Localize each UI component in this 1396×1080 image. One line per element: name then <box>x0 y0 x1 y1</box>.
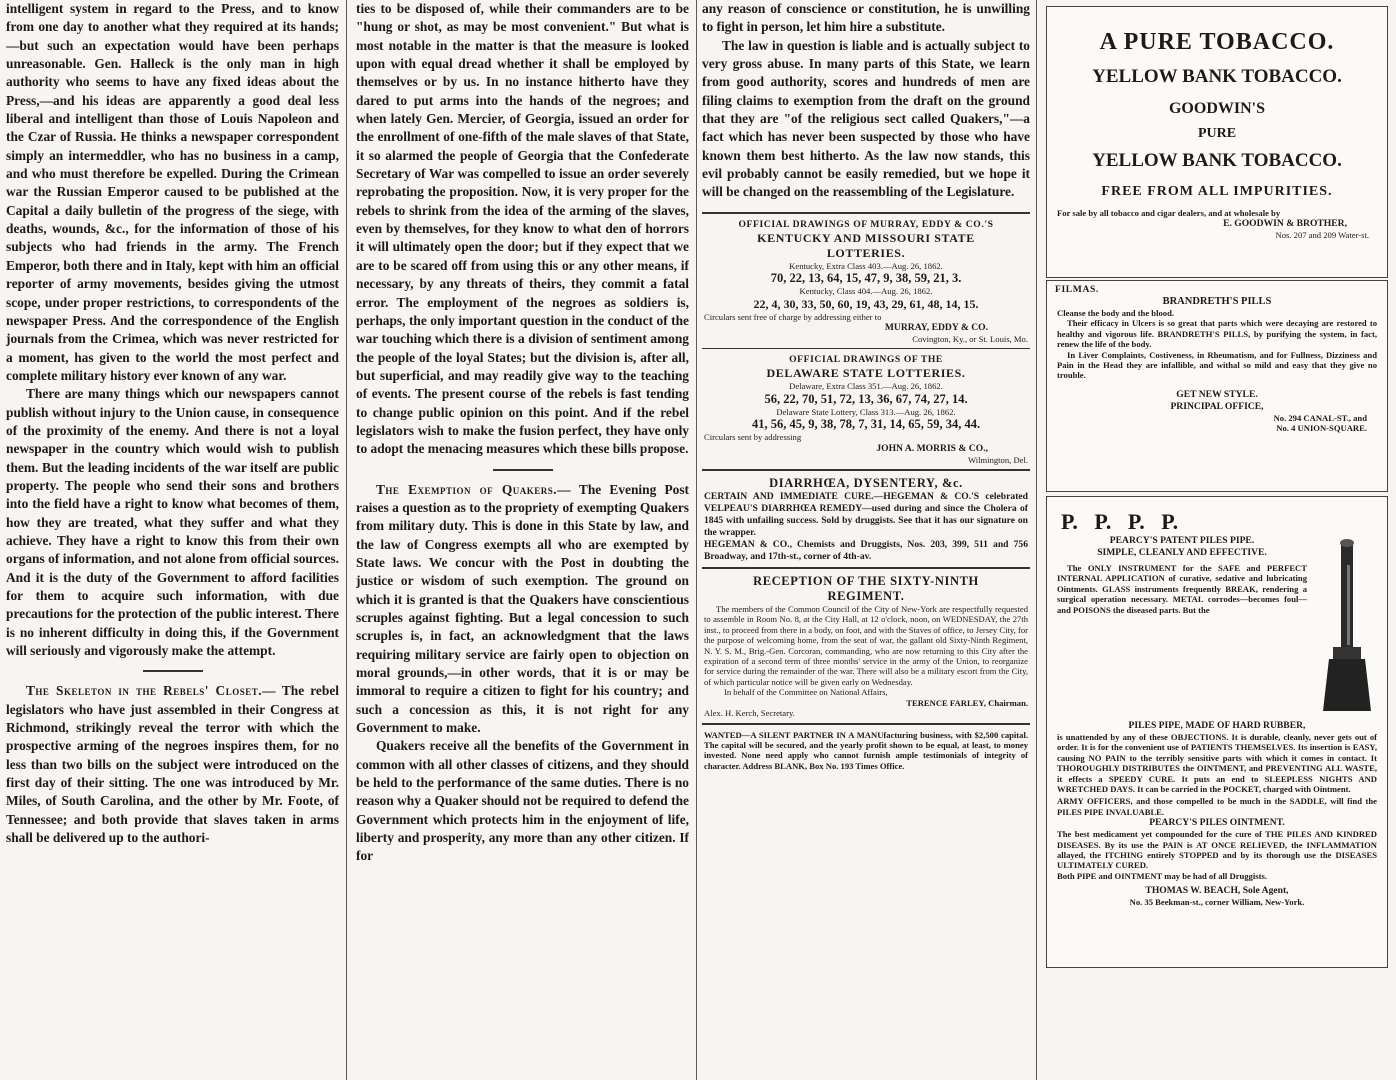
piles-address: No. 35 Beekman-st., corner William, New-York. <box>1129 897 1305 908</box>
skeleton-article-heading: The Skeleton in the Rebels' Closet.— <box>26 683 276 699</box>
lottery-address: Wilmington, Del. <box>967 454 1028 465</box>
reception-notice <box>702 567 1030 722</box>
piles-body-5: Both PIPE and OINTMENT may be had of all Druggists. <box>1057 870 1267 881</box>
skeleton-article-body: The rebel legislators who have just assembled in their Congress at Richmond, strikingly reveal the terror with which the prospective arming of the negroes inspires them, for no less than two bills on the subject were introduced on the first day of their sitting. The one was introduced by Mr. Miles, of South Carolina, and the other by Mr. Foote, of Tennessee; and both provide that slaves taken in arms shall be delivered up to the authori- <box>6 683 339 846</box>
article-separator <box>143 670 203 672</box>
brandreth-address-2: No. 4 UNION-SQUARE. <box>1276 423 1367 434</box>
reception-title: REGIMENT. <box>827 589 905 604</box>
brandreth-new-style: GET NEW STYLE. <box>1176 388 1258 400</box>
delaware-lottery-ad <box>702 348 1030 469</box>
lottery-circulars: Circulars sent free of charge by addressing either to <box>704 311 882 322</box>
wanted-partner-ad <box>702 723 1030 776</box>
lottery-numbers: 56, 22, 70, 51, 72, 13, 36, 67, 74, 27, 14. <box>764 391 968 406</box>
column-1 <box>6 0 339 1080</box>
pipe-icon <box>1307 535 1387 715</box>
diarrhoea-remedy-ad <box>702 469 1030 567</box>
article-separator <box>493 469 553 471</box>
brandreth-address-1: No. 294 CANAL-ST., and <box>1273 412 1367 423</box>
lottery-class: Delaware State Lottery, Class 313.—Aug. 26, 1862. <box>776 406 956 417</box>
piles-subtitle-2: SIMPLE, CLEANLY AND EFFECTIVE. <box>1097 547 1267 558</box>
reception-secretary: Alex. H. Kerch, Secretary. <box>704 708 795 719</box>
brandreth-body-2: In Liver Complaints, Costiveness, in Rheumatism, and for Fullness, Dizziness and Pain in the Head they are infallible, and withal so mild and easy that they give no trouble. <box>1057 349 1377 381</box>
tobacco-headline: A PURE TOBACCO. <box>1099 29 1335 55</box>
tobacco-sale: For sale by all tobacco and cigar dealers, and at wholesale by <box>1057 208 1281 218</box>
piles-subtitle: PEARCY'S PATENT PILES PIPE. <box>1109 535 1255 546</box>
lottery-title: LOTTERIES. <box>826 245 906 260</box>
murray-eddy-lottery-ad <box>702 212 1030 349</box>
quakers-continued-paragraph-1: any reason of conscience or constitution, he is unwilling to fight in person, let him hire a substitute. <box>702 1 1030 35</box>
brandreth-title: BRANDRETH'S PILLS <box>1162 296 1272 307</box>
piles-body-3: ARMY OFFICERS, and those compelled to be much in the SADDLE, will find the PILES PIPE INVALUABLE. <box>1057 796 1377 817</box>
piles-body-1: The ONLY INSTRUMENT for the SAFE and PERFECT INTERNAL APPLICATION of curative, sedative and lubricating Ointments. GLASS instruments frequently BREAK, rendering a surgical operation necessary. METAL corrodes—becomes foul—and POISONS the diseased parts. But the <box>1057 563 1307 615</box>
quakers-continued-paragraph-2: The law in question is liable and is actually subject to very gross abuse. In many parts of this State, we learn from good authority, scores and hundreds of men are filing claims to exemption from the draft on the ground that they are "of the religious sect called Quakers,"—a fact which has never been suspected by those who have known them best hitherto. As the law now stands, this evil probably cannot be easily remedied, but we hope it will be changed on the reassembling of the Legislature. <box>702 37 1030 200</box>
lottery-title: KENTUCKY AND MISSOURI STATE <box>757 230 975 245</box>
lottery-numbers: 22, 4, 30, 33, 50, 60, 19, 43, 29, 61, 48, 14, 15. <box>753 296 979 311</box>
brandreth-office: PRINCIPAL OFFICE, <box>1170 400 1264 412</box>
reception-title: RECEPTION OF THE SIXTY-NINTH <box>753 574 979 589</box>
piles-body-4: The best medicament yet compounded for the cure of THE PILES AND KINDRED DISEASES. By its use the PAIN is AT ONCE RELIEVED, the INFLAMMATION allayed, the ITCHING entirely STOPPED and by its thorough use the DISEASES ULTIMATELY CURED. <box>1057 829 1377 871</box>
wanted-body: WANTED—A SILENT PARTNER IN A MANUfacturing business, with $2,500 capital. The capital will be secured, and the yearly profit shown to be equal, at least, to money invested. None need apply who cannot furnish ample testimonials of integrity of character. Address BLANK, Box No. 193 Times Office. <box>704 729 1028 771</box>
piles-title: P. P. P. P. <box>1061 509 1179 534</box>
tobacco-maker: GOODWIN'S <box>1168 100 1265 117</box>
column-rule-1 <box>346 0 347 1080</box>
column-rule-3 <box>1036 0 1037 1080</box>
lottery-firm: JOHN A. MORRIS & CO., <box>876 442 988 454</box>
lottery-class: Kentucky, Extra Class 403.—Aug. 26, 1862. <box>789 260 943 271</box>
reception-behalf: In behalf of the Committee on National Affairs, <box>724 687 888 698</box>
tobacco-ad <box>1046 6 1388 278</box>
negroes-article-paragraph: ties to be disposed of, while their commanders are to be "hung or shot, as may be most convenient." But what is most notable in the matter is that the measure is looked upon with equal dread whether it shall be employed by themselves or by us. In no instance hitherto have they dared to put arms into the hands of the negroes; and when lately Gen. Mercier, of Georgia, issued an order for the enrollment of one-fifth of the male slaves of that State, it so alarmed the people of Georgia that the Confederate Secretary of War was compelled to issue an order severely reprobating the proposition. Now, it is very proper for the rebels to shrink from the idea of the arming of the slaves, even by themselves, for they know to what den of horrors it will ultimately open the door; but if they expect that we are to be scared off from using this or any other means, if necessary, by any threats of theirs, they commit a fatal error. The employment of the negroes as soldiers is, perhaps, the only important question in the conduct of the war touching which there is a division of sentiment among the people of the loyal States; but the division is, after all, but superficial, and may readily give way to the teaching of events. The present course of the rebels is fast tending to change public opinion on this point. And if the rebel legislators wish to make the fusion perfect, they have only to adopt the menacing measures which these bills propose. <box>356 1 689 457</box>
brandreth-corner-label: FILMAS. <box>1055 284 1099 295</box>
column-3 <box>702 0 1030 1080</box>
lottery-firm: MURRAY, EDDY & CO. <box>884 322 988 333</box>
lottery-title: DELAWARE STATE LOTTERIES. <box>766 366 966 381</box>
piles-pipe-material: PILES PIPE, MADE OF HARD RUBBER, <box>1128 720 1306 731</box>
piles-pipe-ad <box>1046 496 1388 968</box>
lottery-numbers: 70, 22, 13, 64, 15, 47, 9, 38, 59, 21, 3. <box>770 271 962 286</box>
piles-agent: THOMAS W. BEACH, Sole Agent, <box>1145 885 1289 897</box>
quakers-article-body: The Evening Post raises a question as to the propriety of exempting Quakers from military duty. This is done in this State by law, and the law of Congress exempts all who are exempted by State laws. We concur with the Post in doubting the justice or wisdom of such exemption. The ground on which it is granted is that the Quakers have conscientious scruples against fighting. But a legal concession to such scruples is, in fact, an acknowledgment that the laws requiring military service are fairly open to objection on moral grounds,—in other words, that it is or may be immoral to require a citizen to fight for his country; and such a concession as this, it is not right for any Government to make. <box>356 481 689 736</box>
reception-body: The members of the Common Council of the City of New-York are respectfully requested to assemble in Room No. 8, at the City Hall, at 12 o'clock, noon, on WEDNESDAY, the 27th inst., to proceed from there in a body, on foot, and with the Staves of office, to Jersey City, for the purpose of welcoming home, from the seat of war, the gallant old Sixty-Ninth Regiment, N. Y. S. M., Brig.-Gen. Corcoran, commanding, who are now returning to this City after the expiration of a second term of three months' service in the army of the Union, to reorganize for service during the remainder of the war. There will also be a military escort from the City, of which particular notice will be given early on Wednesday. <box>704 604 1028 687</box>
remedy-signature: HEGEMAN & CO., Chemists and Druggists, Nos. 203, 399, 511 and 756 Broadway, and 17th-st., corner of 4th-av. <box>704 539 1028 563</box>
quakers-article-heading: The Exemption of Quakers.— <box>376 481 571 497</box>
lottery-class: Kentucky, Class 404.—Aug. 26, 1862. <box>799 286 933 297</box>
piles-body-2: is unattended by any of these OBJECTIONS. It is durable, cleanly, never gets out of order. It is for the convenient use of PATIENTS THEMSELVES. Its insertion is EASY, causing NO PAIN to the terribly sensitive parts with which it comes in contact. It THOROUGHLY DISTRIBUTES the OINTMENT, and PREVENTING ALL WASTE, it effects a SPEEDY CURE. It puts an end to SLEEPLESS NIGHTS AND WRETCHED DAYS. It can be carried in the POCKET, charged with Ointment. <box>1057 732 1377 795</box>
column-2 <box>356 0 689 1080</box>
tobacco-free: FREE FROM ALL IMPURITIES. <box>1101 184 1333 199</box>
tobacco-address: Nos. 207 and 209 Water-st. <box>1275 230 1369 241</box>
lottery-address: Covington, Ky., or St. Louis, Mo. <box>912 334 1028 344</box>
piles-ointment-title: PEARCY'S PILES OINTMENT. <box>1149 817 1285 829</box>
tobacco-pure: PURE <box>1197 126 1237 141</box>
tobacco-firm: E. GOODWIN & BROTHER, <box>1223 218 1347 230</box>
lottery-title: OFFICIAL DRAWINGS OF MURRAY, EDDY & CO.'S <box>738 218 994 230</box>
reception-signature: TERENCE FARLEY, Chairman. <box>906 697 1028 708</box>
piles-pipe-illustration <box>1307 535 1387 720</box>
quakers-article-paragraph-2: Quakers receive all the benefits of the Government in common with all other classes of citizens, and they should be held to the performance of the same duties. There is no reason why a Quaker should not be required to defend the Government which protects him in the enjoyment of life, liberty and prosperity, any more than any other citizen. If for <box>356 738 689 864</box>
brandreth-pills-ad <box>1046 280 1388 492</box>
column-rule-2 <box>696 0 697 1080</box>
lottery-circulars: Circulars sent by addressing <box>704 432 802 443</box>
tobacco-brand: YELLOW BANK TOBACCO. <box>1092 66 1342 87</box>
press-article-paragraph-2: There are many things which our newspapers cannot publish without injury to the Union cause, in consequence of the proximity of the enemy. And there is not a loyal newspaper in the country which would wish to publish them. But the leading incidents of the war itself are public property. The people who send their sons and brothers into the field have a right to know what becomes of them, how they are treated, what they suffer and what they achieve. They have a right to know this from their own organs of information, and not alone from official sources. And it is the duty of the Government to afford facilities for them to acquire such information, with due precautions for the protection of the public interest. There is no inherent difficulty in doing this, if the Government will seriously and vigorously make the attempt. <box>6 386 339 659</box>
press-article-paragraph-1: intelligent system in regard to the Press, and to know from one day to another what they required at its hands;—but such an expectation would have been perhaps unreasonable. Gen. Halleck is the only man in high authority who seems to have any fixed ideas about the Press,—and his ideas are apparently a good deal less liberal and intelligent than those of Louis Napoleon and the Czar of Russia. He thinks a newspaper correspondent simply an intermeddler, who has no business in a camp, and who must therefore be expelled. During the Crimean war the Russian Emperor caused to be published at the Capital a daily bulletin of the progress of the siege, with deaths, wounds, &c., for the information of those of his subjects who had friends in the army. The French Emperor, both there and in Italy, kept with him an official reporter of army movements, besides giving the utmost scope, under proper restrictions, to correspondents of the newspaper Press. And the correspondence of the English journals from the Crimea, which was never restricted for a moment, has given to the world the most perfect and complete military history ever known of any war. <box>6 1 339 383</box>
remedy-title: DIARRHŒA, DYSENTERY, &c. <box>769 476 963 491</box>
tobacco-brand-2: YELLOW BANK TOBACCO. <box>1092 150 1342 171</box>
brandreth-line: Cleanse the body and the blood. <box>1057 308 1174 318</box>
lottery-numbers: 41, 56, 45, 9, 38, 78, 7, 31, 14, 65, 59, 34, 44. <box>751 417 981 432</box>
remedy-body: CERTAIN AND IMMEDIATE CURE.—HEGEMAN & CO.'S celebrated VELPEAU'S DIARRHŒA REMEDY—used during and since the Cholera of 1845 with unfailing success. Sold by druggists. See that it has our signature on the wrapper. <box>704 491 1028 539</box>
brandreth-body-1: Their efficacy in Ulcers is so great that parts which were decaying are restored to healthy and vigorous life. BRANDRETH'S PILLS, by purifying the system, in fact, renew the life of the body. <box>1057 318 1377 350</box>
lottery-class: Delaware, Extra Class 351.—Aug. 26, 1862. <box>789 381 943 392</box>
lottery-title: OFFICIAL DRAWINGS OF THE <box>789 354 943 366</box>
